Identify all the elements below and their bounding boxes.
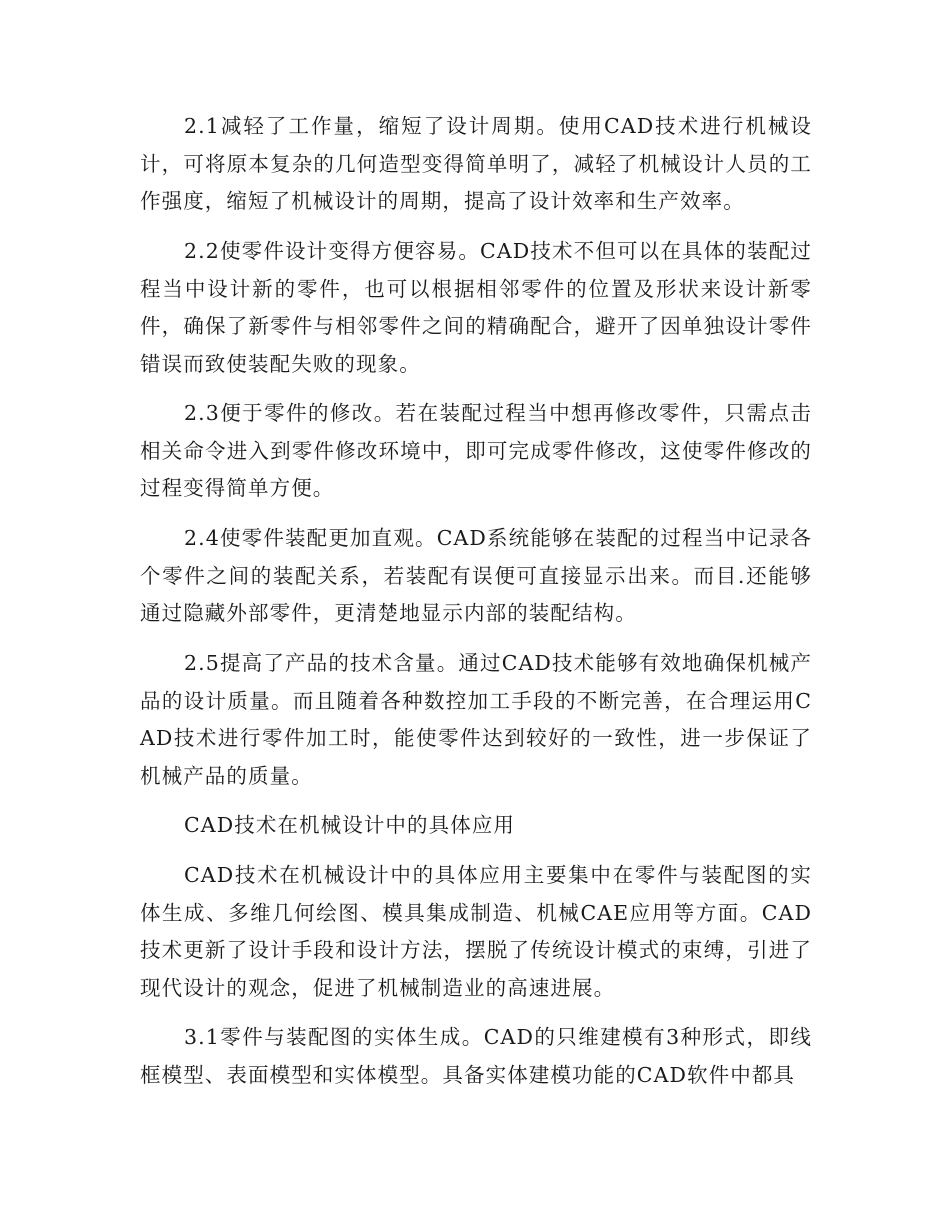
section-heading: CAD技术在机械设计中的具体应用	[184, 813, 516, 837]
paragraph-2-4: 2.4使零件装配更加直观。CAD系统能够在装配的过程当中记录各个零件之间的装配关系，若装配有误便可直接显示出来。而目.还能够通过隐藏外部零件，更清楚地显示内部的装配结构。	[140, 526, 812, 625]
paragraph-section-intro: CAD技术在机械设计中的具体应用主要集中在零件与装配图的实体生成、多维几何绘图、模具集成制造、机械CAE应用等方面。CAD技术更新了设计手段和设计方法，摆脱了传统设计模式的束缚，引进了现代设计的观念，促进了机械制造业的高速进展。	[140, 863, 812, 1000]
paragraph-2-5: 2.5提高了产品的技术含量。通过CAD技术能够有效地确保机械产品的设计质量。而且随着各种数控加工手段的不断完善，在合理运用CAD技术进行零件加工时，能使零件达到较好的一致性，进一步保证了机械产品的质量。	[140, 651, 812, 788]
paragraph-2-2: 2.2使零件设计变得方便容易。CAD技术不但可以在具体的装配过程当中设计新的零件，也可以根据相邻零件的位置及形状来设计新零件，确保了新零件与相邻零件之间的精确配合，避开了因单独设计零件错误而致使装配失败的现象。	[140, 239, 812, 376]
paragraph-2-1: 2.1减轻了工作量，缩短了设计周期。使用CAD技术进行机械设计，可将原本复杂的几何造型变得简单明了，减轻了机械设计人员的工作强度，缩短了机械设计的周期，提高了设计效率和生产效率。	[140, 114, 812, 213]
paragraph-2-3: 2.3便于零件的修改。若在装配过程当中想再修改零件，只需点击相关命令进入到零件修改环境中，即可完成零件修改，这使零件修改的过程变得简单方便。	[140, 401, 812, 500]
paragraph-3-1: 3.1零件与装配图的实体生成。CAD的只维建模有3种形式，即线框模型、表面模型和实体模型。具备实体建模功能的CAD软件中都具	[140, 1025, 812, 1087]
